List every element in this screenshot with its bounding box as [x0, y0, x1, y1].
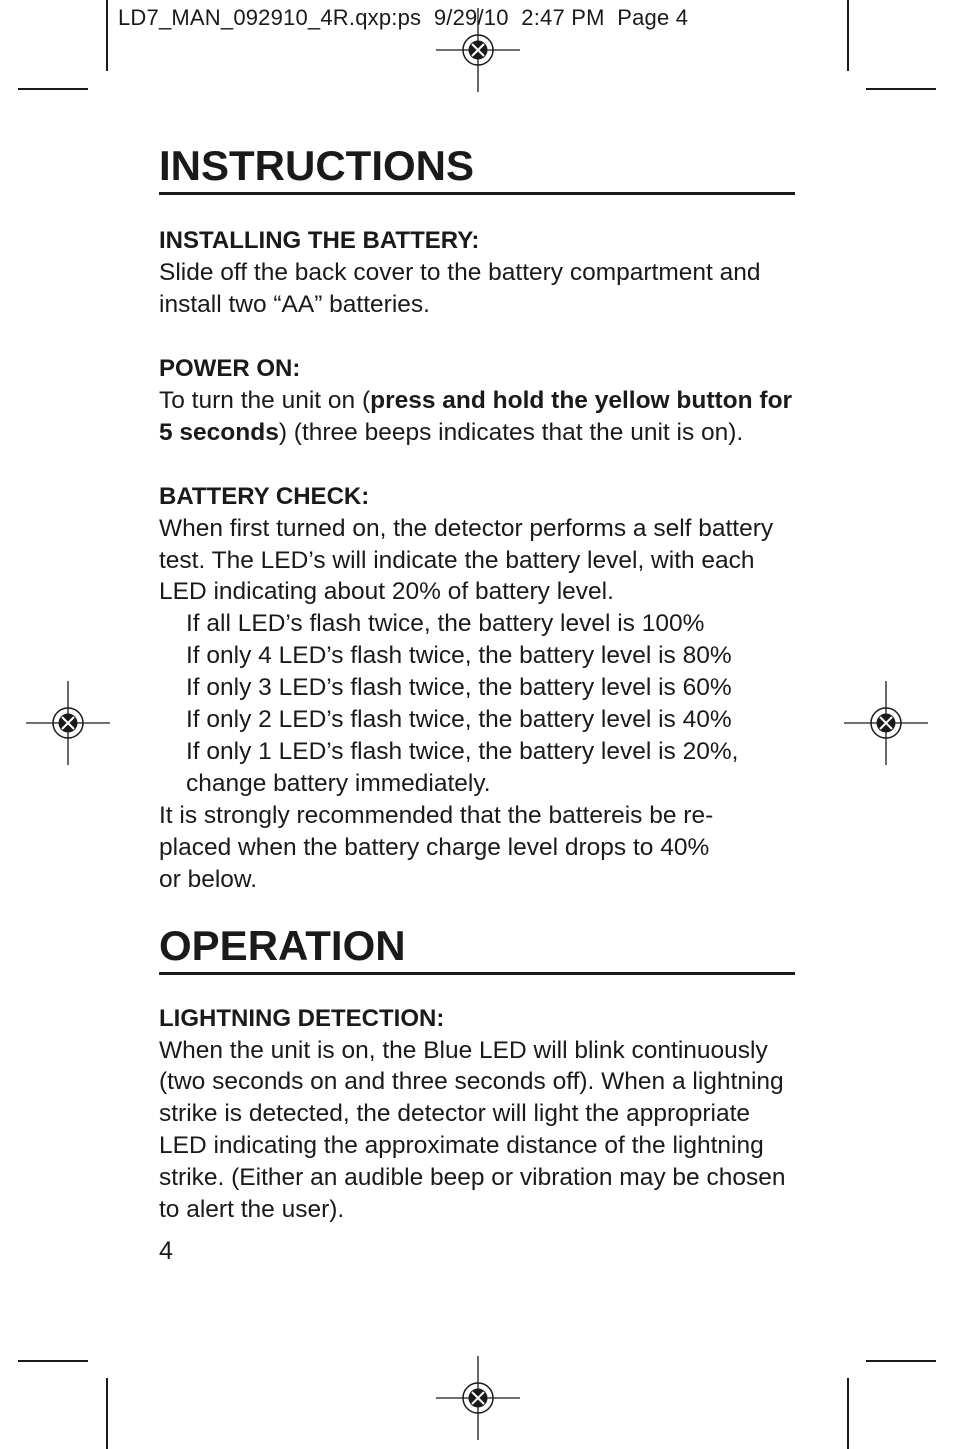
installing-battery-section [159, 225, 795, 321]
battery-level-item: If only 2 LED’s flash twice, the battery level is 40% [186, 706, 732, 734]
battery-check-section [159, 481, 795, 896]
battery-check-note-line: It is strongly recommended that the battereis be re- [159, 801, 714, 829]
power-on-heading: POWER ON: [159, 354, 301, 382]
crop-mark-top-right-vertical [847, 0, 849, 71]
installing-battery-text: Slide off the back cover to the battery compartment and install two “AA” batteries. [159, 259, 761, 318]
lightning-detection-heading: LIGHTNING DETECTION: [159, 1004, 445, 1032]
battery-level-item: If all LED’s flash twice, the battery level is 100% [186, 610, 705, 638]
power-on-section [159, 353, 795, 449]
page-number: 4 [159, 1236, 173, 1265]
page-content [159, 142, 795, 1268]
battery-check-note [159, 800, 795, 896]
instructions-title: INSTRUCTIONS [159, 142, 795, 195]
operation-title: OPERATION [159, 922, 795, 975]
battery-check-note-line: or below. [159, 865, 258, 893]
registration-mark-icon [26, 681, 110, 765]
registration-mark-icon [436, 8, 520, 92]
battery-level-item: change battery immediately. [186, 769, 491, 797]
battery-level-item: If only 1 LED’s flash twice, the battery level is 20%, [186, 737, 739, 765]
battery-check-heading: BATTERY CHECK: [159, 482, 370, 510]
lightning-detection-text: When the unit is on, the Blue LED will blink continuously (two seconds on and three seconds off). When a lightning strike is detected, the detector will light the appropriate LED indicating the approximate distance of the lightning strike. (Either an audible beep or vibration may be chosen to alert the user). [159, 1036, 786, 1224]
battery-level-item: If only 3 LED’s flash twice, the battery level is 60% [186, 674, 732, 702]
power-on-emphasis: press and hold the yellow button for 5 seconds [159, 386, 793, 446]
crop-mark-top-left-vertical [106, 0, 108, 71]
registration-mark-icon [436, 1356, 520, 1440]
slug-line: LD7_MAN_092910_4R.qxp:ps 9/29/10 2:47 PM Page 4 [118, 5, 689, 30]
battery-level-list [159, 608, 795, 799]
crop-mark-bottom-right-vertical [847, 1378, 849, 1449]
crop-mark-top-left-horizontal [18, 88, 88, 90]
power-on-text-end: ) (three beeps indicates that the unit is on). [278, 418, 744, 446]
crop-mark-bottom-right-horizontal [866, 1360, 936, 1362]
power-on-text-start: To turn the unit on ( [159, 386, 371, 414]
battery-check-intro: When first turned on, the detector performs a self battery test. The LED’s will indicate the battery level, with each LED indicating about 20% of battery level. [159, 514, 774, 606]
crop-mark-bottom-left-horizontal [18, 1360, 88, 1362]
crop-mark-top-right-horizontal [866, 88, 936, 90]
battery-level-item: If only 4 LED’s flash twice, the battery level is 80% [186, 642, 732, 670]
registration-mark-icon [844, 681, 928, 765]
power-on-text [159, 385, 795, 449]
battery-check-note-line: placed when the battery charge level drops to 40% [159, 833, 710, 861]
crop-mark-bottom-left-vertical [106, 1378, 108, 1449]
installing-battery-heading: INSTALLING THE BATTERY: [159, 227, 480, 254]
lightning-detection-section [159, 1003, 795, 1226]
